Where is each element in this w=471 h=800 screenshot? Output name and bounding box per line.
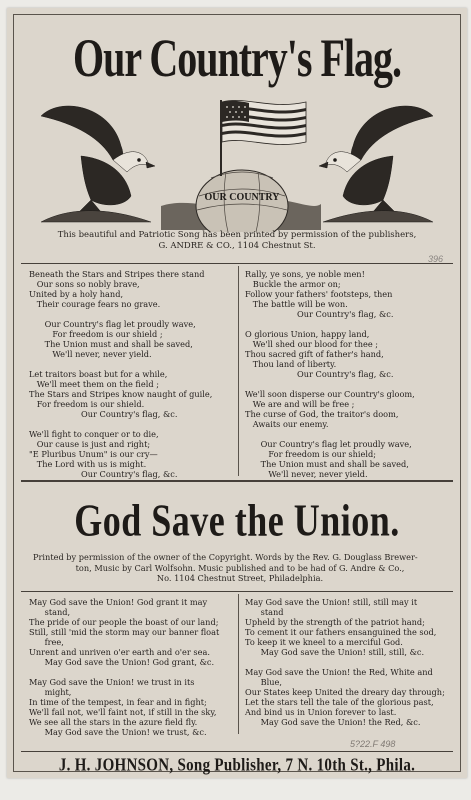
verse-line: free, bbox=[29, 637, 64, 647]
verse-line: Let the stars tell the tale of the glorious past, bbox=[245, 697, 434, 707]
verse-line: Our Country's flag, &c. bbox=[29, 469, 178, 479]
footer-rule bbox=[21, 751, 453, 752]
verse-line: Thou land of liberty. bbox=[245, 359, 337, 369]
verse-line bbox=[245, 379, 415, 389]
verse-line: For freedom is our shield ; bbox=[29, 329, 163, 339]
verse-line bbox=[29, 419, 212, 429]
verse-line: "E Pluribus Unum" is our cry— bbox=[29, 449, 158, 459]
pencil-annotation: 396 bbox=[427, 254, 443, 264]
verse-line: Awaits our enemy. bbox=[245, 419, 329, 429]
verse-line: O glorious Union, happy land, bbox=[245, 329, 370, 339]
right-eagle-icon bbox=[319, 106, 433, 222]
verse-line: And bind us in Union forever to last. bbox=[245, 707, 397, 717]
song2-left-column bbox=[29, 597, 219, 737]
verse-line: Our cause is just and right; bbox=[29, 439, 151, 449]
permission-line: This beautiful and Patriotic Song has been printed by permission of the publishers, bbox=[57, 230, 417, 240]
permission-note bbox=[27, 230, 447, 252]
verse-line: May God save the Union! we trust, &c. bbox=[29, 727, 207, 737]
eagle-flag-globe-illustration bbox=[21, 96, 453, 232]
verse-line: We'll fight to conquer or to die, bbox=[29, 429, 159, 439]
verse-line: May God save the Union! the Red, White and bbox=[245, 667, 433, 677]
verse-line bbox=[29, 359, 212, 369]
verse-line bbox=[29, 309, 212, 319]
verse-line: We'll shed our blood for thee ; bbox=[245, 339, 379, 349]
verse-line bbox=[245, 429, 415, 439]
verse-line: Upheld by the strength of the patriot hand; bbox=[245, 617, 425, 627]
verse-line: Rally, ye sons, ye noble men! bbox=[245, 269, 365, 279]
verse-line: In time of the tempest, in fear and in fight; bbox=[29, 697, 207, 707]
verse-line: The Stars and Stripes know naught of guile, bbox=[29, 389, 213, 399]
verse-line: The Lord with us is might. bbox=[29, 459, 147, 469]
pencil-annotation-2: 5?22.F 498 bbox=[350, 739, 396, 749]
verse-line: May God save the Union! we trust in its bbox=[29, 677, 195, 687]
american-flag-icon bbox=[222, 100, 306, 144]
verse-line: Follow your fathers' footsteps, then bbox=[245, 289, 393, 299]
verse-line: The battle will be won. bbox=[245, 299, 348, 309]
song1-left-column bbox=[29, 269, 212, 479]
verse-line bbox=[29, 667, 219, 677]
verse-line bbox=[245, 319, 415, 329]
verse-line: Still, still 'mid the storm may our banner float bbox=[29, 627, 220, 637]
copyright-line: Printed by permission of the owner of the Copyright. Words by the Rev. G. Douglass Brewer- bbox=[33, 552, 418, 562]
verse-line: May God save the Union! still, still, &c. bbox=[245, 647, 425, 657]
verse-line: The Union must and shall be saved, bbox=[29, 339, 193, 349]
verse-line: Beneath the Stars and Stripes there stand bbox=[29, 269, 205, 279]
verse-line: We'll meet them on the field ; bbox=[29, 379, 159, 389]
verse-line bbox=[245, 657, 445, 667]
verse-line: May God save the Union! still, still may it bbox=[245, 597, 418, 607]
verse-line: Their courage fears no grave. bbox=[29, 299, 161, 309]
verse-line: United by a holy hand, bbox=[29, 289, 124, 299]
column-divider bbox=[238, 266, 239, 476]
verse-line: May God save the Union! the Red, &c. bbox=[245, 717, 421, 727]
verse-line: May God save the Union! God grant, &c. bbox=[29, 657, 215, 667]
left-eagle-icon bbox=[41, 106, 155, 222]
verse-line: stand, bbox=[29, 607, 71, 617]
globe-label: OUR COUNTRY bbox=[204, 192, 280, 203]
verse-line: Blue, bbox=[245, 677, 282, 687]
verse-line: Our Country's flag, &c. bbox=[29, 409, 178, 419]
divider-rule bbox=[21, 263, 453, 264]
verse-line: Buckle the armor on; bbox=[245, 279, 341, 289]
verse-line: Unrent and unriven o'er earth and o'er sea. bbox=[29, 647, 210, 657]
verse-line: We'll never, never yield. bbox=[29, 349, 152, 359]
divider-rule bbox=[21, 591, 453, 592]
column-divider bbox=[238, 594, 239, 734]
verse-line: Our Country's flag, &c. bbox=[245, 369, 394, 379]
publisher-footer: J. H. JOHNSON, Song Publisher, 7 N. 10th St., Phila. bbox=[58, 756, 416, 776]
song1-right-column bbox=[245, 269, 415, 479]
verse-line: We'll never, never yield. bbox=[245, 469, 368, 479]
publisher-line: G. ANDRE & CO., 1104 Chestnut St. bbox=[158, 241, 316, 251]
broadside-sheet bbox=[7, 8, 467, 778]
song2-right-column bbox=[245, 597, 445, 727]
verse-line: For freedom is our shield. bbox=[29, 399, 145, 409]
verse-line: might, bbox=[29, 687, 72, 697]
verse-line: We'll soon disperse our Country's gloom, bbox=[245, 389, 415, 399]
verse-line: We'll fail not, we'll faint not, if still in the sky, bbox=[29, 707, 217, 717]
copyright-note bbox=[33, 552, 447, 584]
verse-line: The Union must and shall be saved, bbox=[245, 459, 409, 469]
verse-line: The pride of our people the boast of our land; bbox=[29, 617, 219, 627]
verse-line: To keep it we kneel to a merciful God. bbox=[245, 637, 403, 647]
song-title-2: God Save the Union. bbox=[74, 495, 400, 546]
verse-line: The curse of God, the traitor's doom, bbox=[245, 409, 399, 419]
copyright-line: ton, Music by Carl Wolfsohn. Music published and to be had of G. Andre & Co., bbox=[75, 562, 405, 573]
verse-line: stand bbox=[245, 607, 284, 617]
verse-line: We are and will be free ; bbox=[245, 399, 355, 409]
song-title-1: Our Country's Flag. bbox=[72, 27, 402, 89]
verse-line: Our Country's flag let proudly wave, bbox=[245, 439, 412, 449]
verse-line: Our sons so nobly brave, bbox=[29, 279, 140, 289]
globe-icon bbox=[196, 170, 288, 232]
verse-line: Our Country's flag let proudly wave, bbox=[29, 319, 196, 329]
copyright-line: No. 1104 Chestnut Street, Philadelphia. bbox=[156, 573, 324, 583]
verse-line: To cement it our fathers ensanguined the sod, bbox=[245, 627, 437, 637]
verse-line: Our States keep United the dreary day through; bbox=[245, 687, 445, 697]
verse-line: Let traitors boast but for a while, bbox=[29, 369, 168, 379]
verse-line: Our Country's flag, &c. bbox=[245, 309, 394, 319]
verse-line: Thou sacred gift of father's hand, bbox=[245, 349, 384, 359]
verse-line: We see all the stars in the azure field fly. bbox=[29, 717, 198, 727]
verse-line: For freedom is our shield; bbox=[245, 449, 376, 459]
section-divider bbox=[21, 480, 453, 482]
verse-line: May God save the Union! God grant it may bbox=[29, 597, 208, 607]
